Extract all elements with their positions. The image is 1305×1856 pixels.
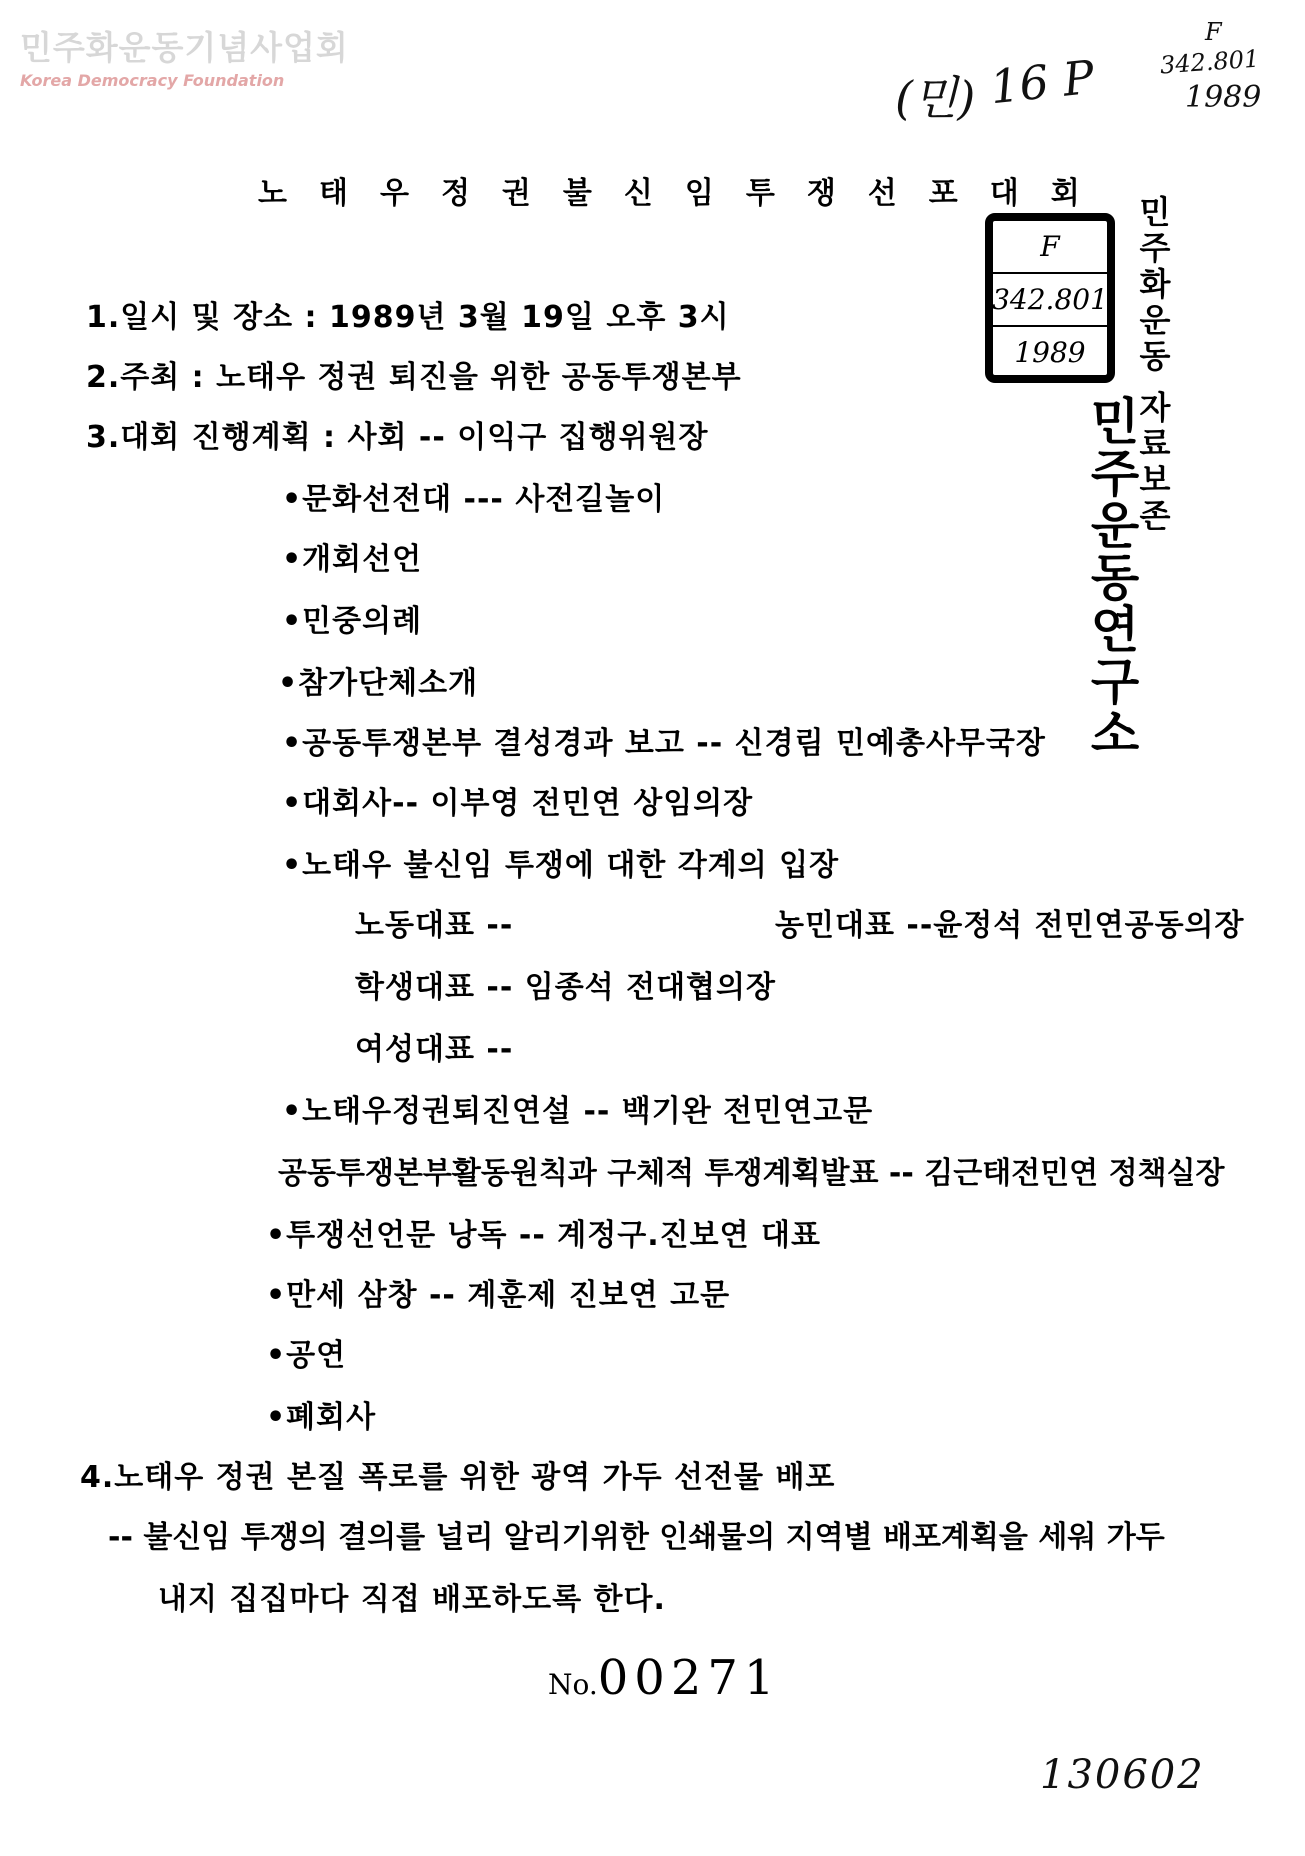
- handwritten-bottom-number: 130602: [1040, 1752, 1205, 1798]
- handwritten-catalog-year: 1989: [1185, 80, 1262, 115]
- program-item: •공연: [266, 1338, 347, 1373]
- program-item: •만세 삼창 -- 계훈제 진보연 고문: [266, 1278, 731, 1313]
- program-item: •참가단체소개: [278, 666, 479, 701]
- program-item: •투쟁선언문 낭독 -- 계정구.진보연 대표: [266, 1218, 821, 1253]
- program-item: •노태우 불신임 투쟁에 대한 각계의 입장: [282, 848, 840, 883]
- stamp-row-letter: F: [993, 221, 1107, 274]
- archive-seal-side: 민주화운동 자료보존: [1134, 195, 1172, 535]
- representative-line: 학생대표 -- 임종석 전대협의장: [355, 970, 776, 1005]
- watermark: [20, 22, 349, 90]
- document-title: 노태우정권불신임투쟁선포대회: [258, 176, 1112, 211]
- program-item: •공동투쟁본부 결성경과 보고 -- 신경림 민예총사무국장: [282, 726, 1046, 761]
- program-item: •개회선언: [282, 542, 423, 577]
- handwritten-page-count: 16 P: [987, 49, 1097, 115]
- stamp-row-number: 342.801: [993, 274, 1107, 327]
- program-item: •대회사-- 이부영 전민연 상임의장: [282, 786, 754, 821]
- catalog-stamp: [985, 213, 1115, 383]
- item-4-distribution: 4.노태우 정권 본질 폭로를 위한 광역 가두 선전물 배포: [80, 1460, 836, 1495]
- item-2-host: 2.주최 : 노태우 정권 퇴진을 위한 공동투쟁본부: [86, 360, 742, 395]
- handwritten-catalog-letter: F: [1205, 18, 1222, 46]
- program-item: •문화선전대 --- 사전길놀이: [282, 482, 666, 517]
- handwritten-catalog-number: 342.801: [1159, 44, 1261, 80]
- watermark-korean: 민주화운동기념사업회: [20, 28, 349, 67]
- handwritten-header-left: (민): [895, 71, 976, 125]
- document-number: [548, 1650, 780, 1706]
- item-4-description: -- 불신임 투쟁의 결의를 널리 알리기위한 인쇄물의 지역별 배포계획을 세워 가두: [108, 1520, 1165, 1555]
- document-number-prefix: No.: [548, 1668, 598, 1701]
- watermark-english: Korea Democracy Foundation: [20, 71, 285, 90]
- archive-seal-main: 민주운동연구소: [1082, 395, 1140, 759]
- document-number-value: 00271: [597, 1650, 781, 1706]
- item-3-program: 3.대회 진행계획 : 사회 -- 이익구 집행위원장: [86, 420, 709, 455]
- item-1-date-place: 1.일시 및 장소 : 1989년 3월 19일 오후 3시: [86, 300, 730, 335]
- program-item: •민중의례: [282, 604, 423, 639]
- program-item: •폐회사: [266, 1400, 377, 1435]
- item-4-description-cont: 내지 집집마다 직접 배포하도록 한다.: [158, 1582, 666, 1617]
- program-item: 공동투쟁본부활동원칙과 구체적 투쟁계획발표 -- 김근태전민연 정책실장: [278, 1156, 1225, 1191]
- representative-line: 농민대표 --윤정석 전민연공동의장: [775, 908, 1245, 943]
- representative-line: 여성대표 --: [355, 1032, 514, 1067]
- representative-line: 노동대표 --: [355, 908, 514, 943]
- program-item: •노태우정권퇴진연설 -- 백기완 전민연고문: [282, 1094, 874, 1129]
- stamp-row-year: 1989: [1014, 336, 1086, 369]
